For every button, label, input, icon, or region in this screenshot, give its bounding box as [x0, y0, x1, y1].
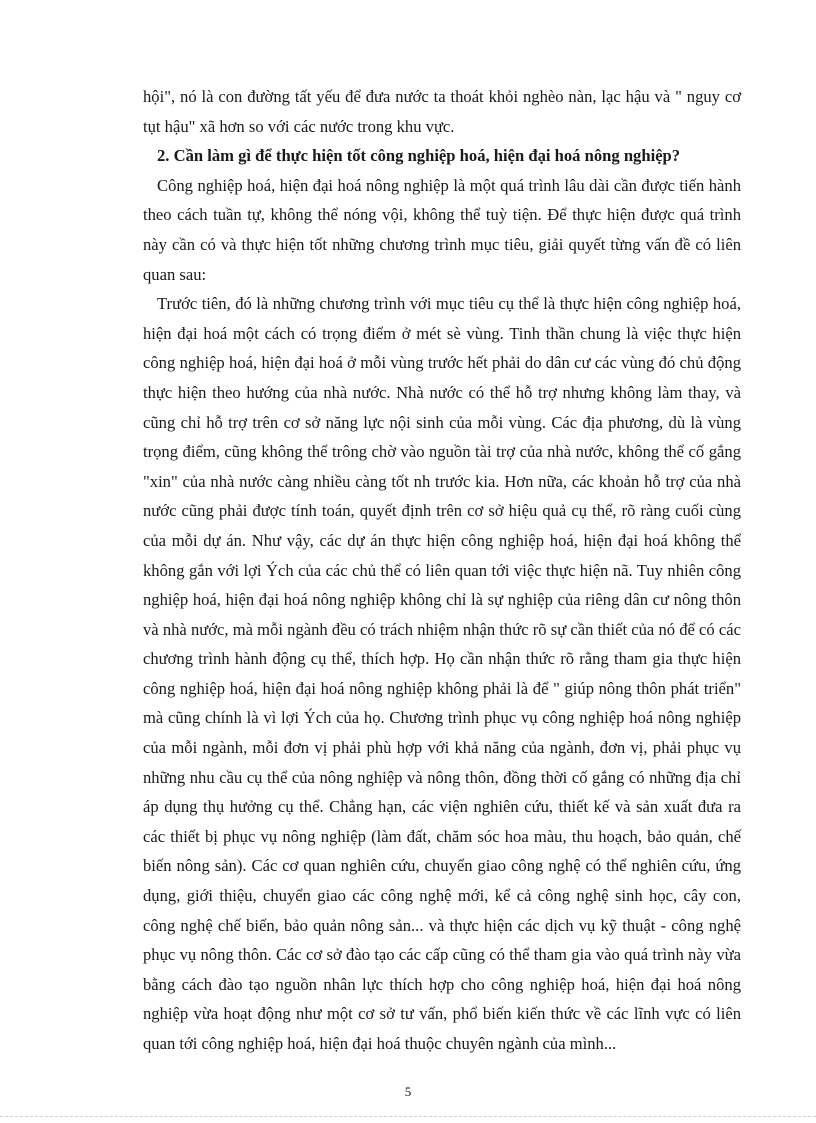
- paragraph-main: Trước tiên, đó là những chương trình với mục tiêu cụ thể là thực hiện công nghiệp hoá, hiện đại hoá một cách có trọng điểm ở mét sè vùng. Tinh thần chung là việc thực hiện công nghiệp hoá, hiện đại hoá ở mỗi vùng trước hết phải do dân cư các vùng đó chủ động thực hiện theo hướng của nhà nước. Nhà nước có thể hỗ trợ nhưng không làm thay, và cũng chỉ hỗ trợ trên cơ sở năng lực nội sinh của mỗi vùng. Các địa phương, dù là vùng trọng điểm, cũng không thể trông chờ vào nguồn tài trợ của nhà nước, không thể cố gắng "xin" của nhà nước càng nhiều càng tốt nh trước kia. Hơn nữa, các khoản hỗ trợ của nhà nước cũng phải được tính toán, quyết định trên cơ sở hiệu quả cụ thể, rõ ràng cuối cùng của mỗi dự án. Như vậy, các dự án thực hiện công nghiệp hoá, hiện đại hoá không thể không gắn với lợi Ých của các chủ thể có liên quan tới việc thực hiện nã. Tuy nhiên công nghiệp hoá, hiện đại hoá nông nghiệp không chỉ là sự nghiệp của riêng dân cư nông thôn và nhà nước, mà mỗi ngành đều có trách nhiệm nhận thức rõ sự cần thiết của nó để có các chương trình hành động cụ thể, thích hợp. Họ cần nhận thức rõ rằng tham gia thực hiện công nghiệp hoá, hiện đại hoá nông nghiệp không phải là để " giúp nông thôn phát triển" mà cũng chính là vì lợi Ých của họ. Chương trình phục vụ công nghiệp hoá nông nghiệp của mỗi ngành, mỗi đơn vị phải phù hợp với khả năng của ngành, đơn vị, phải phục vụ những nhu cầu cụ thể của nông nghiệp và nông thôn, đồng thời cố gắng có những địa chỉ áp dụng thụ hưởng cụ thể. Chẳng hạn, các viện nghiên cứu, thiết kế và sản xuất đưa ra các thiết bị phục vụ nông nghiệp (làm đất, chăm sóc hoa màu, thu hoạch, bảo quản, chế biến nông sản). Các cơ quan nghiên cứu, chuyển giao công nghệ có thể nghiên cứu, ứng dụng, giới thiệu, chuyển giao các công nghệ mới, kể cả công nghệ sinh học, cây con, công nghệ chế biến, bảo quản nông sản... và thực hiện các dịch vụ kỹ thuật - công nghệ phục vụ nông thôn. Các cơ sở đào tạo các cấp cũng có thể tham gia vào quá trình này vừa bằng cách đào tạo nguồn nhân lực thích hợp cho công nghiệp hoá, hiện đại hoá nông nghiệp vừa hoạt động như một cơ sở tư vấn, phổ biến kiến thức về các lĩnh vực có liên quan tới công nghiệp hoá, hiện đại hoá thuộc chuyên ngành của mình...: [143, 294, 741, 1053]
- section-heading: 2. Cần làm gì để thực hiện tốt công nghiệp hoá, hiện đại hoá nông nghiệp?: [157, 146, 681, 166]
- paragraph-continuation: hội", nó là con đường tất yếu để đưa nước ta thoát khỏi nghèo nàn, lạc hậu và " nguy cơ tụt hậu" xã hơn so với các nước trong khu vực.: [143, 87, 741, 136]
- paragraph-intro: Công nghiệp hoá, hiện đại hoá nông nghiệp là một quá trình lâu dài cần được tiến hành theo cách tuần tự, không thể nóng vội, không thể tuỳ tiện. Để thực hiện được quá trình này cần có và thực hiện tốt những chương trình mục tiêu, giải quyết từng vấn đề có liên quan sau:: [143, 175, 741, 284]
- document-page: [143, 82, 741, 1059]
- footer-divider: [0, 1116, 816, 1117]
- page-number: 5: [404, 1084, 412, 1099]
